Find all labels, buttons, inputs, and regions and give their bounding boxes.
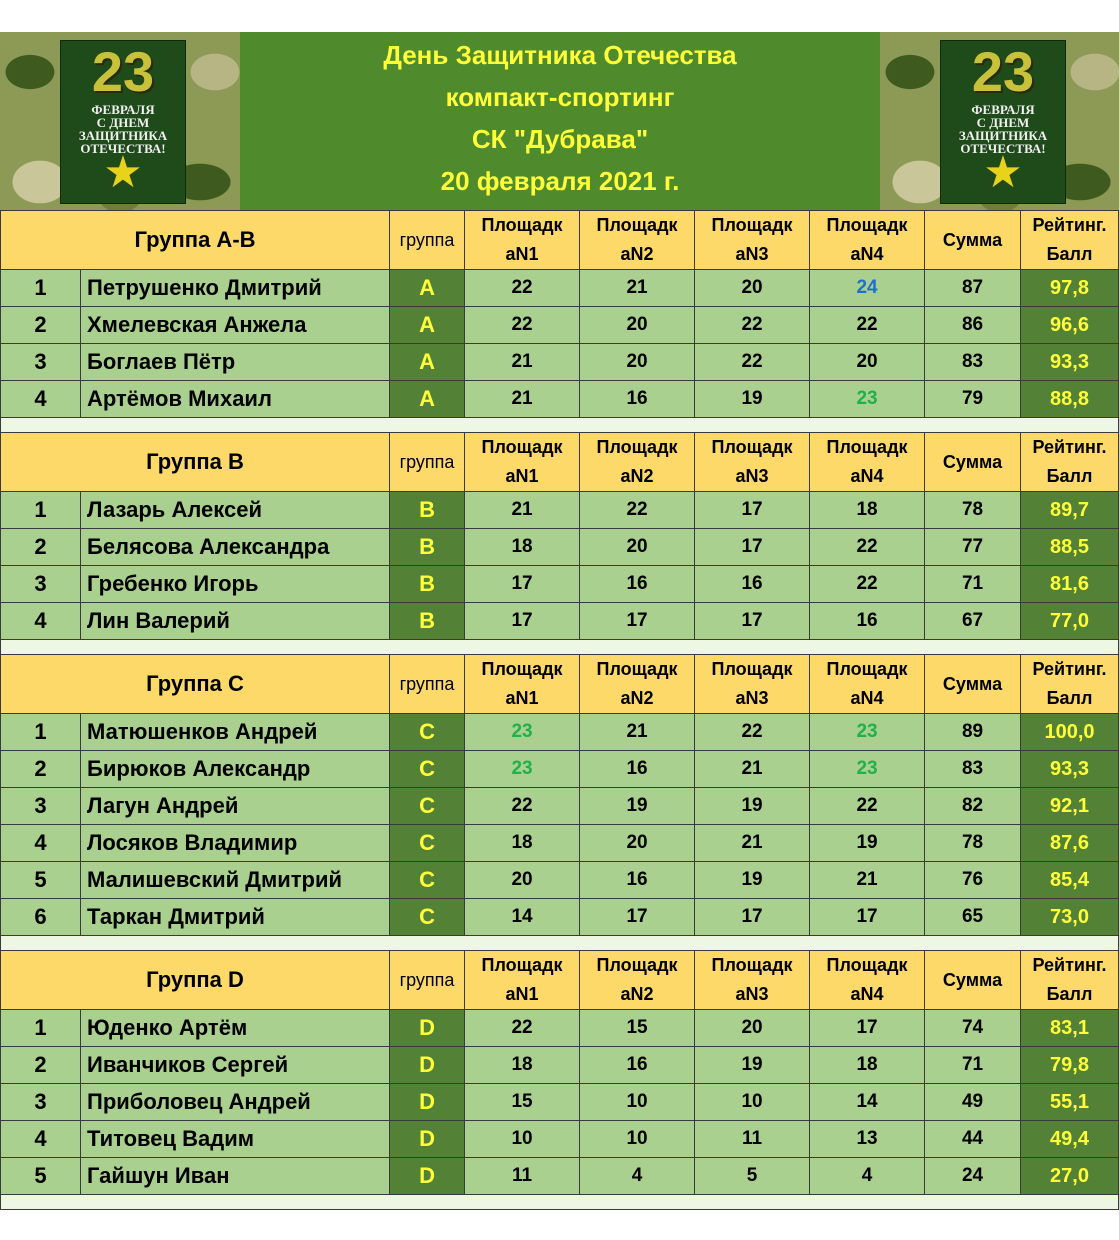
sum-column-header: Сумма [925, 211, 1021, 270]
sum-cell: 87 [925, 270, 1021, 307]
group-cell: B [390, 603, 465, 640]
group-header-row [1, 951, 1119, 1010]
rank-cell: 1 [1, 714, 81, 751]
card-text-line: ОТЕЧЕСТВА! [80, 141, 166, 156]
sum-column-header: Сумма [925, 951, 1021, 1010]
sum-cell: 83 [925, 344, 1021, 381]
score-cell: 22 [810, 788, 925, 825]
table-row [1, 492, 1119, 529]
group-cell: D [390, 1121, 465, 1158]
title-line: День Защитника Отечества [383, 40, 737, 70]
group-cell: C [390, 751, 465, 788]
rating-cell: 85,4 [1021, 862, 1119, 899]
score-cell: 21 [580, 270, 695, 307]
score-cell: 19 [810, 825, 925, 862]
group-cell: D [390, 1047, 465, 1084]
column-header-line: аN1 [505, 244, 539, 264]
name-cell: Лагун Андрей [81, 788, 390, 825]
course-column-header [810, 211, 925, 270]
separator-cell [1, 640, 1119, 655]
name-cell: Боглаев Пётр [81, 344, 390, 381]
group-header-row [1, 211, 1119, 270]
results-table [0, 210, 1119, 1210]
rating-cell: 100,0 [1021, 714, 1119, 751]
group-cell: D [390, 1158, 465, 1195]
score-cell: 20 [695, 270, 810, 307]
course-column-header [465, 211, 580, 270]
rating-cell: 27,0 [1021, 1158, 1119, 1195]
separator-cell [1, 1195, 1119, 1210]
rank-cell: 1 [1, 1010, 81, 1047]
column-header-line: Площадк [481, 955, 563, 975]
score-cell: 10 [580, 1121, 695, 1158]
group-cell: D [390, 1010, 465, 1047]
score-cell: 11 [465, 1158, 580, 1195]
column-header-line: аN4 [850, 466, 884, 486]
score-cell: 22 [695, 307, 810, 344]
score-cell: 23 [465, 751, 580, 788]
rating-cell: 96,6 [1021, 307, 1119, 344]
column-header-line: Площадк [711, 955, 793, 975]
column-header-line: аN2 [620, 984, 654, 1004]
score-cell: 17 [695, 529, 810, 566]
score-cell: 10 [465, 1121, 580, 1158]
course-column-header [580, 433, 695, 492]
score-cell: 17 [580, 603, 695, 640]
group-cell: A [390, 270, 465, 307]
rank-cell: 2 [1, 751, 81, 788]
score-cell: 15 [580, 1010, 695, 1047]
separator-cell [1, 936, 1119, 951]
score-cell: 17 [465, 566, 580, 603]
score-cell: 13 [810, 1121, 925, 1158]
column-header-line: Площадк [711, 659, 793, 679]
column-header-line: Площадк [826, 437, 908, 457]
group-column-header: группа [390, 655, 465, 714]
group-cell: C [390, 825, 465, 862]
column-header-line: Балл [1046, 984, 1093, 1004]
column-header-line: Площадк [711, 215, 793, 235]
column-header-line: аN1 [505, 984, 539, 1004]
name-cell: Лин Валерий [81, 603, 390, 640]
column-header-line: Площадк [826, 955, 908, 975]
group-separator [1, 418, 1119, 433]
group-cell: B [390, 566, 465, 603]
score-cell: 19 [695, 788, 810, 825]
name-cell: Гребенко Игорь [81, 566, 390, 603]
sum-cell: 86 [925, 307, 1021, 344]
name-cell: Матюшенков Андрей [81, 714, 390, 751]
score-cell: 21 [810, 862, 925, 899]
group-cell: B [390, 492, 465, 529]
score-cell: 19 [695, 1047, 810, 1084]
column-header-line: аN3 [735, 244, 769, 264]
group-column-header: группа [390, 951, 465, 1010]
group-cell: C [390, 788, 465, 825]
column-header-line: Площадк [711, 437, 793, 457]
score-cell: 17 [580, 899, 695, 936]
group-title: Группа D [1, 951, 390, 1010]
rating-column-header [1021, 211, 1119, 270]
sum-cell: 44 [925, 1121, 1021, 1158]
rating-cell: 93,3 [1021, 344, 1119, 381]
card-number: 23 [971, 40, 1035, 103]
column-header-line: Площадк [596, 955, 678, 975]
sum-cell: 78 [925, 492, 1021, 529]
rating-cell: 55,1 [1021, 1084, 1119, 1121]
card-text-line: ЗАЩИТНИКА [78, 128, 168, 143]
score-cell: 21 [465, 381, 580, 418]
separator-cell [1, 418, 1119, 433]
course-column-header [465, 433, 580, 492]
score-cell: 23 [465, 714, 580, 751]
column-header-line: Площадк [826, 215, 908, 235]
card-text-line: С ДНЕМ [96, 115, 150, 130]
course-column-header [580, 211, 695, 270]
rank-cell: 5 [1, 862, 81, 899]
score-cell: 15 [465, 1084, 580, 1121]
score-cell: 18 [465, 529, 580, 566]
column-header-line: аN3 [735, 984, 769, 1004]
rank-cell: 4 [1, 381, 81, 418]
name-cell: Гайшун Иван [81, 1158, 390, 1195]
rank-cell: 4 [1, 603, 81, 640]
column-header-line: аN4 [850, 244, 884, 264]
name-cell: Малишевский Дмитрий [81, 862, 390, 899]
card-text-line: С ДНЕМ [976, 115, 1030, 130]
score-cell: 16 [580, 1047, 695, 1084]
score-cell: 16 [580, 751, 695, 788]
column-header-line: Рейтинг. [1032, 955, 1107, 975]
course-column-header [810, 655, 925, 714]
rating-column-header [1021, 655, 1119, 714]
course-column-header [580, 951, 695, 1010]
score-cell: 22 [465, 788, 580, 825]
score-cell: 18 [810, 1047, 925, 1084]
table-row [1, 1010, 1119, 1047]
table-row [1, 1047, 1119, 1084]
name-cell: Таркан Дмитрий [81, 899, 390, 936]
rating-cell: 49,4 [1021, 1121, 1119, 1158]
star-icon: ★ [983, 148, 1023, 197]
name-cell: Иванчиков Сергей [81, 1047, 390, 1084]
score-cell: 16 [580, 862, 695, 899]
sum-cell: 71 [925, 1047, 1021, 1084]
group-column-header: группа [390, 211, 465, 270]
rating-column-header [1021, 951, 1119, 1010]
rating-cell: 77,0 [1021, 603, 1119, 640]
rank-cell: 1 [1, 270, 81, 307]
score-cell: 20 [580, 307, 695, 344]
score-cell: 22 [810, 307, 925, 344]
group-title: Группа С [1, 655, 390, 714]
course-column-header [580, 655, 695, 714]
column-header-line: Площадк [596, 659, 678, 679]
group-cell: B [390, 529, 465, 566]
column-header-line: Площадк [481, 215, 563, 235]
name-cell: Бирюков Александр [81, 751, 390, 788]
score-cell: 17 [465, 603, 580, 640]
score-cell: 22 [465, 270, 580, 307]
rating-column-header [1021, 433, 1119, 492]
course-column-header [810, 951, 925, 1010]
score-cell: 16 [810, 603, 925, 640]
rank-cell: 3 [1, 566, 81, 603]
score-cell: 20 [465, 862, 580, 899]
column-header-line: Площадк [481, 437, 563, 457]
score-cell: 10 [580, 1084, 695, 1121]
rank-cell: 1 [1, 492, 81, 529]
group-title: Группа В [1, 433, 390, 492]
column-header-line: Рейтинг. [1032, 215, 1107, 235]
group-header-row [1, 433, 1119, 492]
group-cell: A [390, 307, 465, 344]
column-header-line: аN3 [735, 688, 769, 708]
score-cell: 22 [810, 566, 925, 603]
course-column-header [695, 655, 810, 714]
group-title: Группа А-В [1, 211, 390, 270]
rating-cell: 89,7 [1021, 492, 1119, 529]
table-row [1, 714, 1119, 751]
score-cell: 20 [695, 1010, 810, 1047]
table-row [1, 825, 1119, 862]
score-cell: 22 [465, 1010, 580, 1047]
column-header-line: Площадк [481, 659, 563, 679]
score-cell: 11 [695, 1121, 810, 1158]
score-cell: 24 [810, 270, 925, 307]
rank-cell: 4 [1, 825, 81, 862]
sum-cell: 82 [925, 788, 1021, 825]
group-header-row [1, 655, 1119, 714]
table-row [1, 270, 1119, 307]
course-column-header [810, 433, 925, 492]
score-cell: 18 [465, 1047, 580, 1084]
title-line: СК "Дубрава" [471, 124, 649, 154]
table-row [1, 307, 1119, 344]
score-cell: 22 [465, 307, 580, 344]
table-row [1, 899, 1119, 936]
score-cell: 17 [695, 492, 810, 529]
score-cell: 4 [810, 1158, 925, 1195]
column-header-line: аN2 [620, 688, 654, 708]
course-column-header [695, 211, 810, 270]
table-row [1, 344, 1119, 381]
score-cell: 21 [465, 344, 580, 381]
name-cell: Юденко Артём [81, 1010, 390, 1047]
score-cell: 18 [810, 492, 925, 529]
column-header-line: Рейтинг. [1032, 659, 1107, 679]
name-cell: Белясова Александра [81, 529, 390, 566]
column-header-line: аN4 [850, 984, 884, 1004]
score-cell: 22 [810, 529, 925, 566]
course-column-header [465, 951, 580, 1010]
card-text-line: ФЕВРАЛЯ [91, 102, 155, 117]
rank-cell: 3 [1, 344, 81, 381]
group-separator [1, 640, 1119, 655]
sum-cell: 67 [925, 603, 1021, 640]
title-line: 20 февраля 2021 г. [440, 166, 680, 196]
rank-cell: 3 [1, 788, 81, 825]
score-cell: 17 [810, 899, 925, 936]
column-header-line: Площадк [596, 215, 678, 235]
sum-column-header: Сумма [925, 655, 1021, 714]
group-column-header: группа [390, 433, 465, 492]
score-cell: 20 [810, 344, 925, 381]
table-row [1, 381, 1119, 418]
score-cell: 17 [695, 603, 810, 640]
column-header-line: аN4 [850, 688, 884, 708]
column-header-line: аN3 [735, 466, 769, 486]
title-box [240, 32, 880, 210]
score-cell: 5 [695, 1158, 810, 1195]
table-row [1, 566, 1119, 603]
score-cell: 23 [810, 714, 925, 751]
sum-cell: 77 [925, 529, 1021, 566]
rating-cell: 73,0 [1021, 899, 1119, 936]
rank-cell: 3 [1, 1084, 81, 1121]
sum-cell: 24 [925, 1158, 1021, 1195]
group-cell: A [390, 344, 465, 381]
group-cell: D [390, 1084, 465, 1121]
score-cell: 22 [695, 344, 810, 381]
group-separator [1, 936, 1119, 951]
name-cell: Петрушенко Дмитрий [81, 270, 390, 307]
table-row [1, 529, 1119, 566]
table-row [1, 751, 1119, 788]
score-cell: 21 [695, 751, 810, 788]
rating-cell: 93,3 [1021, 751, 1119, 788]
score-cell: 21 [465, 492, 580, 529]
greeting-card [940, 40, 1066, 204]
group-separator [1, 1195, 1119, 1210]
score-cell: 19 [695, 862, 810, 899]
rank-cell: 2 [1, 307, 81, 344]
group-cell: C [390, 862, 465, 899]
sum-cell: 76 [925, 862, 1021, 899]
column-header-line: Балл [1046, 466, 1093, 486]
name-cell: Титовец Вадим [81, 1121, 390, 1158]
rank-cell: 2 [1, 529, 81, 566]
card-number: 23 [91, 40, 155, 103]
table-row [1, 788, 1119, 825]
score-cell: 23 [810, 381, 925, 418]
column-header-line: Площадк [826, 659, 908, 679]
rating-cell: 92,1 [1021, 788, 1119, 825]
sum-cell: 79 [925, 381, 1021, 418]
banner-right [880, 32, 1119, 210]
column-header-line: Рейтинг. [1032, 437, 1107, 457]
sum-cell: 49 [925, 1084, 1021, 1121]
banner-left [0, 32, 240, 210]
rating-cell: 88,8 [1021, 381, 1119, 418]
card-text-line: ОТЕЧЕСТВА! [960, 141, 1046, 156]
name-cell: Лазарь Алексей [81, 492, 390, 529]
score-cell: 16 [580, 566, 695, 603]
score-cell: 20 [580, 529, 695, 566]
column-header-line: Балл [1046, 688, 1093, 708]
rating-cell: 83,1 [1021, 1010, 1119, 1047]
group-cell: C [390, 899, 465, 936]
table-row [1, 1121, 1119, 1158]
course-column-header [695, 951, 810, 1010]
card-text-line: ФЕВРАЛЯ [971, 102, 1035, 117]
sum-cell: 78 [925, 825, 1021, 862]
score-cell: 22 [695, 714, 810, 751]
group-cell: A [390, 381, 465, 418]
score-cell: 14 [810, 1084, 925, 1121]
score-cell: 17 [810, 1010, 925, 1047]
table-row [1, 603, 1119, 640]
sum-column-header: Сумма [925, 433, 1021, 492]
table-row [1, 862, 1119, 899]
name-cell: Лосяков Владимир [81, 825, 390, 862]
name-cell: Приболовец Андрей [81, 1084, 390, 1121]
score-cell: 19 [580, 788, 695, 825]
sum-cell: 89 [925, 714, 1021, 751]
rating-cell: 79,8 [1021, 1047, 1119, 1084]
column-header-line: аN2 [620, 244, 654, 264]
score-cell: 18 [465, 825, 580, 862]
column-header-line: аN1 [505, 688, 539, 708]
table-row [1, 1084, 1119, 1121]
column-header-line: аN2 [620, 466, 654, 486]
title-line: компакт-спортинг [445, 82, 675, 112]
rank-cell: 6 [1, 899, 81, 936]
course-column-header [695, 433, 810, 492]
score-cell: 4 [580, 1158, 695, 1195]
score-cell: 16 [580, 381, 695, 418]
score-cell: 10 [695, 1084, 810, 1121]
card-text-line: ЗАЩИТНИКА [958, 128, 1048, 143]
name-cell: Хмелевская Анжела [81, 307, 390, 344]
score-cell: 20 [580, 344, 695, 381]
score-cell: 17 [695, 899, 810, 936]
rating-cell: 88,5 [1021, 529, 1119, 566]
name-cell: Артёмов Михаил [81, 381, 390, 418]
score-cell: 16 [695, 566, 810, 603]
sum-cell: 65 [925, 899, 1021, 936]
score-cell: 23 [810, 751, 925, 788]
rank-cell: 4 [1, 1121, 81, 1158]
sum-cell: 71 [925, 566, 1021, 603]
score-cell: 21 [580, 714, 695, 751]
score-cell: 22 [580, 492, 695, 529]
greeting-card [60, 40, 186, 204]
column-header-line: Балл [1046, 244, 1093, 264]
table-row [1, 1158, 1119, 1195]
rating-cell: 87,6 [1021, 825, 1119, 862]
rank-cell: 2 [1, 1047, 81, 1084]
star-icon: ★ [103, 148, 143, 197]
rating-cell: 97,8 [1021, 270, 1119, 307]
column-header-line: аN1 [505, 466, 539, 486]
sum-cell: 74 [925, 1010, 1021, 1047]
group-cell: C [390, 714, 465, 751]
column-header-line: Площадк [596, 437, 678, 457]
score-cell: 19 [695, 381, 810, 418]
course-column-header [465, 655, 580, 714]
score-cell: 20 [580, 825, 695, 862]
sum-cell: 83 [925, 751, 1021, 788]
rank-cell: 5 [1, 1158, 81, 1195]
score-cell: 14 [465, 899, 580, 936]
score-cell: 21 [695, 825, 810, 862]
rating-cell: 81,6 [1021, 566, 1119, 603]
header [0, 32, 1119, 210]
